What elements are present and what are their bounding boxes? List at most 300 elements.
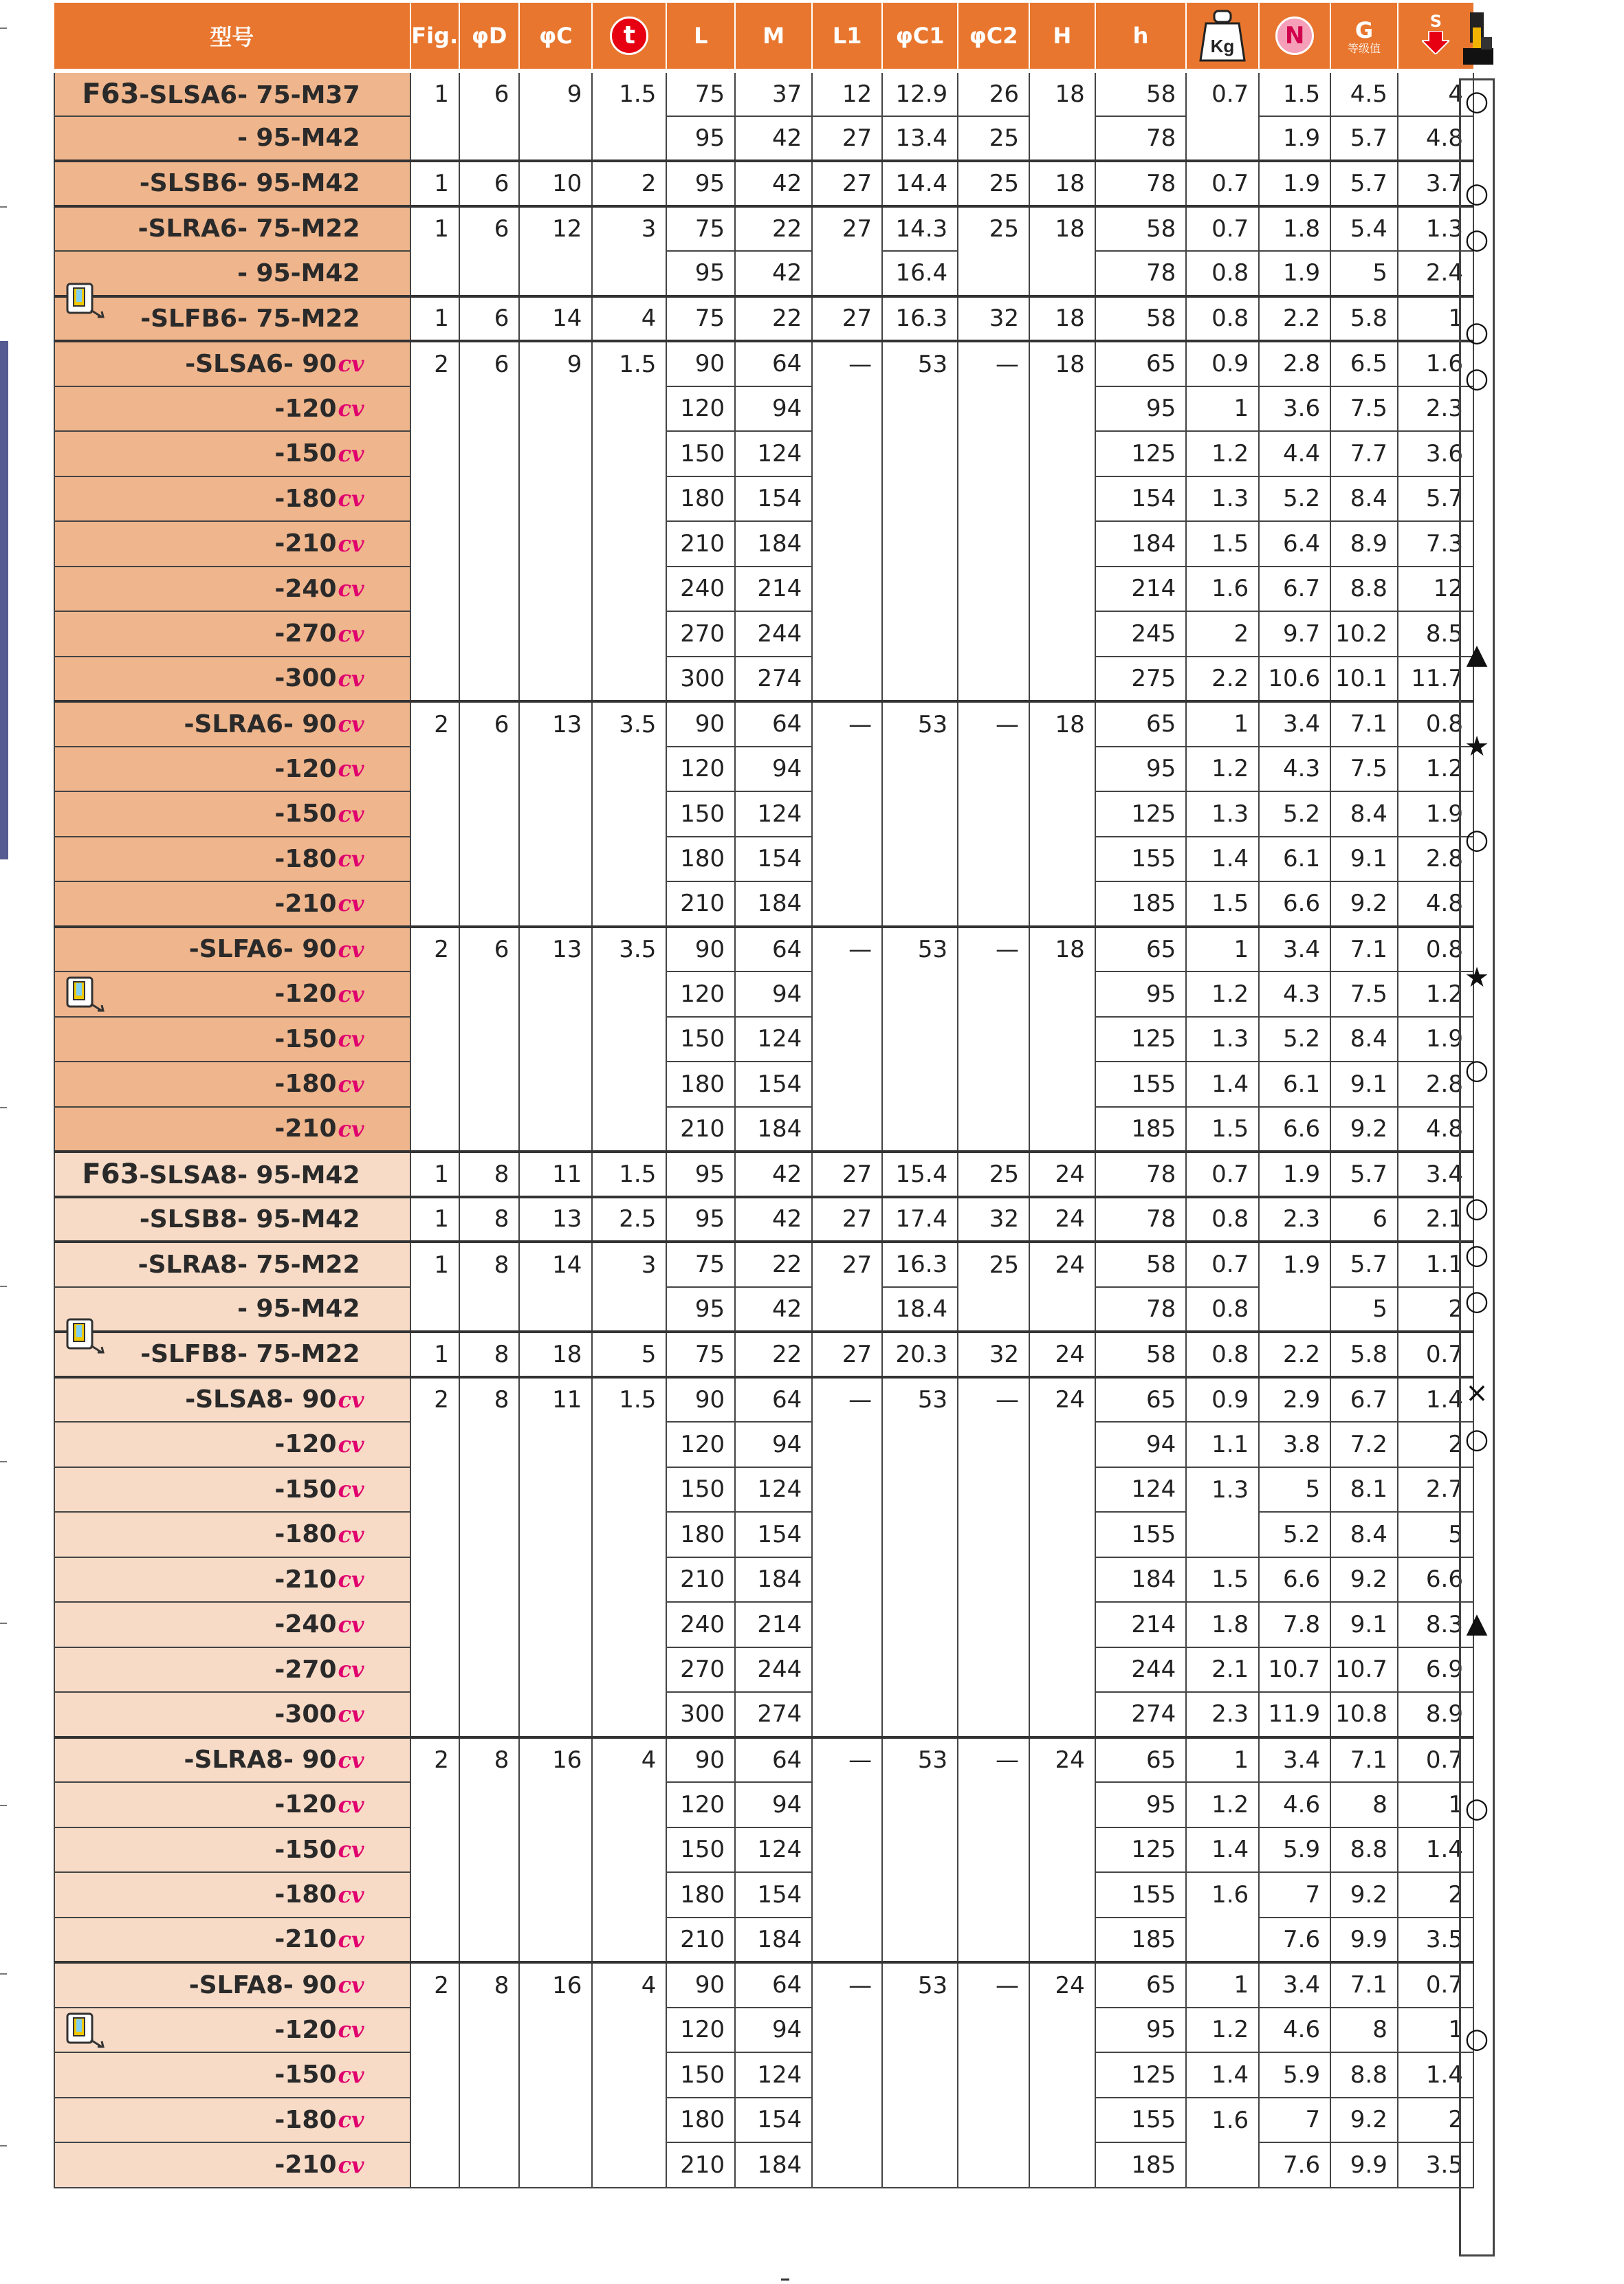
cell-c2: 32 [958,1197,1029,1242]
cell-n: 2.8 [1259,341,1330,386]
cell-c2 [958,1512,1029,1557]
cell-kg: 0.8 [1186,251,1259,296]
cell-c2 [958,251,1029,296]
cell-g: 7.7 [1330,431,1398,476]
cell-l1 [812,1062,882,1107]
cell-l1 [812,1918,882,1963]
cell-l: 300 [666,657,735,702]
cell-g: 10.8 [1330,1692,1398,1737]
cell-n: 10.7 [1259,1647,1330,1693]
cell-l: 270 [666,1647,735,1693]
cell-c [519,881,592,927]
table-row [54,1242,1473,1287]
cell-kg: 0.8 [1186,1287,1259,1332]
cell-l: 75 [666,71,735,116]
model-cell [54,206,410,252]
cell-h: 78 [1095,1197,1186,1242]
model-cell [54,1467,410,1513]
cell-t: 5 [592,1332,666,1377]
cell-m: 42 [735,161,812,206]
cell-d [459,251,520,296]
cell-h: 185 [1095,1918,1186,1963]
cell-g: 10.2 [1330,611,1398,657]
cell-fig [410,2098,459,2143]
weight-icon-label: Kg [1210,36,1235,56]
table-row [54,927,1473,972]
model-name: -270 [274,619,337,648]
table-row [54,1692,1473,1737]
availability-mark: ○ [1464,223,1489,256]
cell-l1 [812,476,882,522]
cell-c2 [958,1647,1029,1693]
cell-c2 [958,611,1029,657]
model-cell [54,521,410,567]
cell-fig [410,971,459,1017]
cell-c [519,567,592,612]
cell-fig [410,1692,459,1737]
cell-hh [1029,747,1095,792]
cell-c1 [882,567,958,612]
cell-l1 [812,1557,882,1603]
cell-t [592,1422,666,1467]
cell-h: 78 [1095,116,1186,162]
cell-kg: 1.2 [1186,431,1259,476]
cell-hh [1029,1467,1095,1513]
cell-fig [410,1512,459,1557]
cell-l1 [812,837,882,882]
cell-s: 2.8 [1398,837,1473,882]
cell-fig [410,1872,459,1918]
cell-fig [410,1647,459,1693]
cell-s: 4.8 [1398,116,1473,162]
cell-s: 1.4 [1398,2052,1473,2098]
cell-c [519,2142,592,2188]
cell-d: 8 [459,1737,520,1783]
table-row [54,1467,1473,1513]
cell-d [459,791,520,837]
cell-d: 8 [459,1242,520,1287]
cv-mark: cv [338,1972,364,1999]
model-name: -SLFB8- 75-M22 [140,1340,360,1369]
availability-mark: ○ [1464,1284,1489,1317]
model-name: -SLSA8- 95-M42 [139,1161,360,1189]
cell-d [459,1287,520,1332]
cell-c1 [882,1782,958,1827]
model-cell [54,71,410,116]
cell-g: 6.7 [1330,1377,1398,1423]
model-cell [54,791,410,837]
cell-l1 [812,2008,882,2053]
availability-mark: ○ [1464,177,1489,210]
cell-c1 [882,1512,958,1557]
cell-c2 [958,1422,1029,1467]
cell-c1 [882,1602,958,1647]
cell-c1 [882,611,958,657]
cell-c1 [882,476,958,522]
cv-mark: cv [338,1881,364,1908]
cell-m: 42 [735,1197,812,1242]
cell-l: 150 [666,1017,735,1062]
cell-c: 13 [519,927,592,972]
cell-s: 1 [1398,2008,1473,2053]
cv-mark: cv [338,1521,364,1548]
cell-m: 274 [735,657,812,702]
cell-n: 3.6 [1259,386,1330,432]
cell-n: 3.4 [1259,1737,1330,1783]
cell-kg: 0.8 [1186,1332,1259,1377]
model-cell [54,1332,410,1377]
cell-h: 185 [1095,2142,1186,2188]
cell-t [592,1017,666,1062]
weight-icon [1198,8,1247,63]
cell-d [459,1827,520,1873]
cell-hh: 24 [1029,1332,1095,1377]
cell-h: 78 [1095,161,1186,206]
cell-m: 184 [735,1557,812,1603]
cell-d [459,611,520,657]
cell-c2 [958,386,1029,432]
cell-g: 5.8 [1330,296,1398,342]
page-footer-mark [781,2278,789,2281]
model-cell [54,116,410,162]
cell-fig [410,1827,459,1873]
cell-h: 155 [1095,2098,1186,2143]
cell-kg: 1.2 [1186,971,1259,1017]
header-l1: L1 [812,3,882,71]
header-n [1259,3,1330,71]
cell-t [592,1647,666,1693]
cell-kg: 0.7 [1186,161,1259,206]
cell-t: 4 [592,296,666,342]
edge-tick [0,1973,7,1975]
cv-mark: cv [338,1836,364,1863]
cell-l1 [812,1467,882,1513]
cell-hh [1029,1872,1095,1918]
cell-l: 90 [666,341,735,386]
cell-c1 [882,1872,958,1918]
cell-hh [1029,116,1095,162]
model-name: -SLRA8- 90 [184,1746,337,1775]
cell-c2: 25 [958,206,1029,252]
cell-h: 95 [1095,971,1186,1017]
cell-m: 94 [735,1422,812,1467]
cell-n [1259,1287,1330,1332]
cell-s: 3.5 [1398,1918,1473,1963]
cell-fig: 1 [410,1332,459,1377]
cell-kg: 1.2 [1186,2008,1259,2053]
cell-g: 5.8 [1330,1332,1398,1377]
cell-d: 8 [459,1377,520,1423]
header-kg [1186,3,1259,71]
cell-n: 7.6 [1259,2142,1330,2188]
cell-s: 2.7 [1398,1467,1473,1513]
cell-t [592,1827,666,1873]
cell-d [459,2052,520,2098]
cell-h: 58 [1095,1332,1186,1377]
cell-fig: 1 [410,161,459,206]
table-row [54,567,1473,612]
cell-n: 4.3 [1259,747,1330,792]
cell-l: 150 [666,2052,735,2098]
cell-h: 125 [1095,1827,1186,1873]
cv-mark: cv [338,846,364,872]
cell-n: 1.9 [1259,116,1330,162]
cell-t [592,431,666,476]
model-cell [54,2098,410,2143]
model-name: -SLSB6- 95-M42 [139,169,360,198]
t-circle-icon: t [610,17,648,55]
cell-l1 [812,567,882,612]
cell-m: 184 [735,1918,812,1963]
cell-s: 1 [1398,296,1473,342]
model-name: -120 [274,1430,337,1459]
cell-g: 9.9 [1330,2142,1398,2188]
cell-g: 9.2 [1330,1872,1398,1918]
cell-g: 10.7 [1330,1647,1398,1693]
cell-t [592,251,666,296]
cv-mark: cv [338,800,364,827]
cell-l: 95 [666,1152,735,1197]
table-body [54,71,1473,2188]
cell-n: 1.5 [1259,71,1330,116]
cell-c2 [958,2142,1029,2188]
cell-l: 210 [666,1107,735,1152]
model-cell [54,1918,410,1963]
cell-n: 7 [1259,2098,1330,2143]
cell-c1 [882,1422,958,1467]
model-cell [54,881,410,927]
cell-g: 8 [1330,2008,1398,2053]
cell-l: 180 [666,476,735,522]
cell-c1 [882,1107,958,1152]
cell-l1 [812,1827,882,1873]
cell-n: 9.7 [1259,611,1330,657]
header-hh: H [1029,3,1095,71]
cell-s: 4.8 [1398,1107,1473,1152]
header-h: h [1095,3,1186,71]
cell-hh [1029,2098,1095,2143]
model-cell [54,1512,410,1557]
cell-c: 14 [519,1242,592,1287]
cell-n: 3.4 [1259,927,1330,972]
cell-hh [1029,1918,1095,1963]
cell-kg: 0.9 [1186,1377,1259,1423]
cell-s: 2.8 [1398,1062,1473,1107]
cell-m: 184 [735,521,812,567]
cell-s: 3.4 [1398,1152,1473,1197]
model-cell [54,1647,410,1693]
model-name: -210 [274,1925,337,1954]
model-cell [54,1692,410,1737]
cell-l1 [812,251,882,296]
cell-s: 1 [1398,1782,1473,1827]
cell-c1: 53 [882,1737,958,1783]
cv-mark: cv [338,2017,364,2043]
cell-n: 1.9 [1259,251,1330,296]
header-c: φC [519,3,592,71]
cell-c [519,1557,592,1603]
cell-c2 [958,1017,1029,1062]
cell-n: 1.9 [1259,1152,1330,1197]
availability-mark: ○ [1464,85,1489,117]
cell-l: 90 [666,701,735,747]
cell-g: 4.5 [1330,71,1398,116]
cell-l1 [812,1602,882,1647]
cell-t [592,791,666,837]
cell-c1 [882,521,958,567]
cell-n: 5.2 [1259,1512,1330,1557]
cell-l1 [812,1287,882,1332]
cell-h: 124 [1095,1467,1186,1513]
cell-h: 65 [1095,341,1186,386]
cell-g: 9.2 [1330,881,1398,927]
model-cell [54,1152,410,1197]
cell-h: 95 [1095,2008,1186,2053]
cell-c1 [882,1062,958,1107]
model-name: -SLSA6- 90 [185,349,337,378]
cell-n: 1.9 [1259,1242,1330,1287]
model-cell [54,341,410,386]
cell-h: 58 [1095,1242,1186,1287]
cell-fig: 1 [410,1152,459,1197]
coolant-tool-icon [66,2012,106,2048]
cell-g: 9.9 [1330,1918,1398,1963]
cell-n: 5.9 [1259,1827,1330,1873]
cell-kg [1186,1918,1259,1963]
cell-t [592,1557,666,1603]
cell-l: 90 [666,1962,735,2008]
cell-m: 64 [735,1377,812,1423]
cell-c2 [958,1918,1029,1963]
cell-m: 64 [735,1737,812,1783]
availability-mark: ▲ [1466,1607,1488,1640]
cell-kg: 2.3 [1186,1692,1259,1737]
cell-c: 11 [519,1152,592,1197]
cell-s: 12 [1398,567,1473,612]
cell-t [592,971,666,1017]
cell-g: 5.7 [1330,1152,1398,1197]
header-g [1330,3,1398,71]
cell-d [459,2008,520,2053]
cell-c1: 15.4 [882,1152,958,1197]
cell-kg: 1.6 [1186,567,1259,612]
cell-c1: 53 [882,1377,958,1423]
availability-mark: ○ [1464,1192,1489,1225]
cell-d [459,116,520,162]
cell-t [592,2098,666,2143]
cell-s: 7.3 [1398,521,1473,567]
cell-l1: 27 [812,206,882,252]
cell-h: 244 [1095,1647,1186,1693]
cell-hh [1029,521,1095,567]
cell-l: 120 [666,747,735,792]
cell-d [459,386,520,432]
cell-h: 58 [1095,71,1186,116]
header-g-label: G [1354,17,1374,43]
cell-t: 1.5 [592,1152,666,1197]
cell-kg: 1.4 [1186,1827,1259,1873]
cell-hh [1029,1062,1095,1107]
availability-mark: ▲ [1466,639,1488,671]
cell-t: 2.5 [592,1197,666,1242]
cell-m: 154 [735,837,812,882]
model-cell [54,1602,410,1647]
cv-mark: cv [338,1026,364,1053]
product-spec-table [54,3,1474,2188]
cell-s: 1.9 [1398,1017,1473,1062]
cell-hh [1029,791,1095,837]
cell-kg: 0.8 [1186,296,1259,342]
model-cell [54,1107,410,1152]
cell-c2 [958,657,1029,702]
cell-t [592,1918,666,1963]
cell-fig: 1 [410,206,459,252]
cell-kg: 0.9 [1186,341,1259,386]
cell-c: 18 [519,1332,592,1377]
cell-n: 5.2 [1259,1017,1330,1062]
cell-t [592,1467,666,1513]
header-model: 型号 [54,3,410,71]
cell-c [519,521,592,567]
cv-mark: cv [338,530,364,557]
cell-c2 [958,1467,1029,1513]
model-name: -120 [274,394,337,423]
cell-d: 8 [459,1197,520,1242]
cell-d [459,2098,520,2143]
cell-l1 [812,1782,882,1827]
cell-s: 1.6 [1398,341,1473,386]
cell-c: 16 [519,1962,592,2008]
cv-mark: cv [338,711,364,738]
cell-hh: 24 [1029,1242,1095,1287]
cell-d [459,971,520,1017]
cell-c2 [958,1107,1029,1152]
availability-mark: ○ [1464,823,1489,855]
cell-fig [410,611,459,657]
cell-hh [1029,1647,1095,1693]
model-cell [54,2052,410,2098]
cell-c2: 25 [958,1242,1029,1287]
cell-d: 8 [459,1332,520,1377]
table-row [54,206,1473,252]
model-cell [54,476,410,522]
cell-t [592,386,666,432]
cell-m: 214 [735,1602,812,1647]
cell-c [519,1512,592,1557]
cell-s: 11.7 [1398,657,1473,702]
cell-l: 210 [666,2142,735,2188]
cell-l: 120 [666,386,735,432]
cell-fig: 2 [410,341,459,386]
table-row [54,431,1473,476]
cell-fig: 2 [410,1377,459,1423]
model-name: - 95-M42 [237,259,360,287]
cell-l1: — [812,701,882,747]
cell-kg: 0.8 [1186,1197,1259,1242]
cell-c1 [882,2098,958,2143]
availability-mark: ○ [1464,362,1489,394]
model-cell [54,431,410,476]
cell-n: 6.6 [1259,881,1330,927]
cell-s: 2 [1398,2098,1473,2143]
cell-c [519,116,592,162]
cell-h: 78 [1095,251,1186,296]
cell-g: 9.1 [1330,1602,1398,1647]
cell-l1 [812,1647,882,1693]
cell-c1 [882,1017,958,1062]
cell-c [519,747,592,792]
model-cell [54,1557,410,1603]
